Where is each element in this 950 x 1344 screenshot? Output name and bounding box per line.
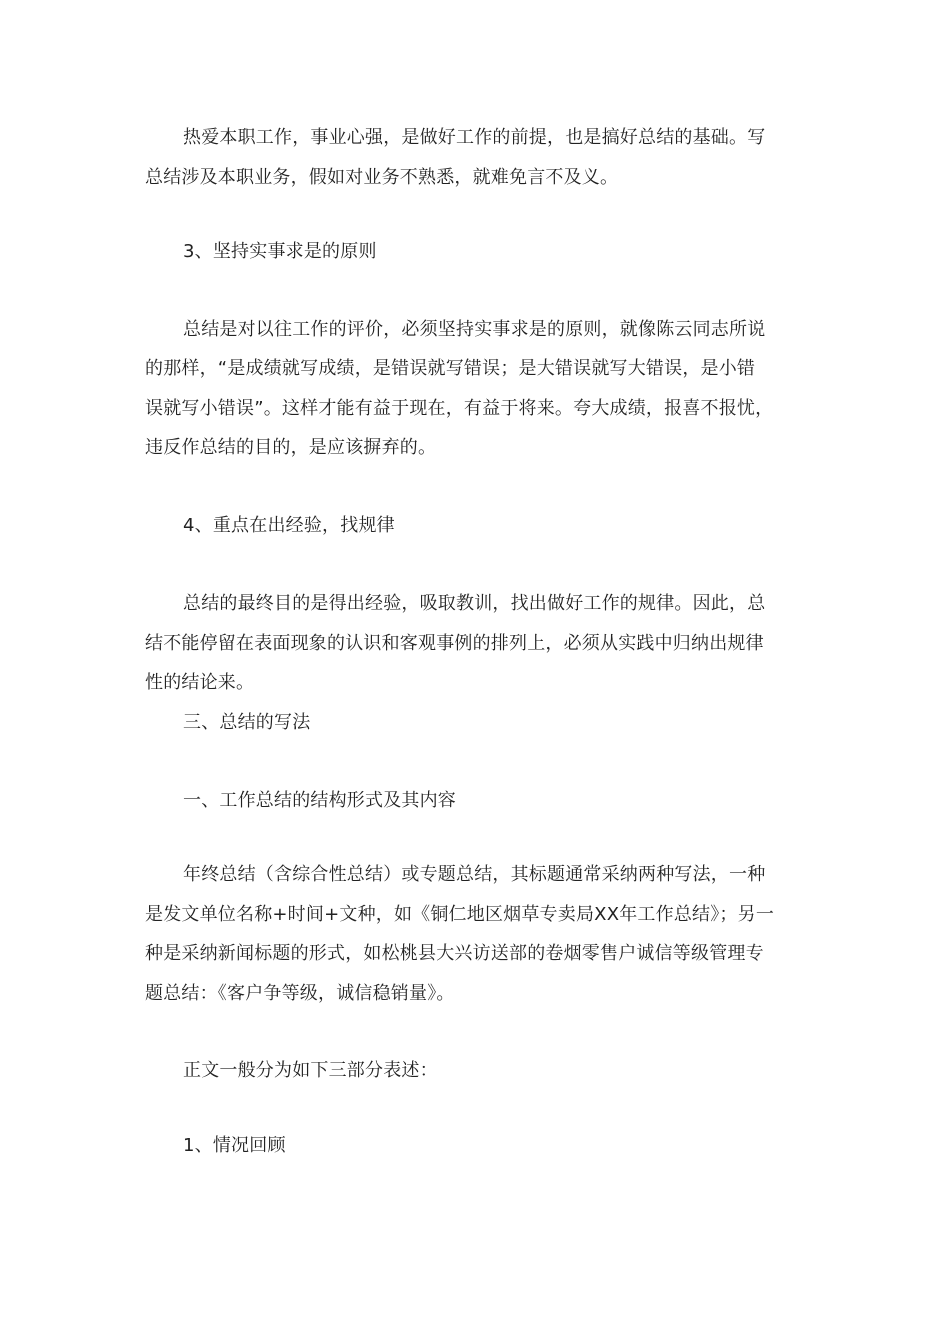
heading-3-principle: 3、坚持实事求是的原则 [183, 241, 377, 262]
paragraph-1-line-1: 热爱本职工作，事业心强，是做好工作的前提，也是搞好总结的基础。写 [183, 127, 766, 148]
paragraph-4-line-4: 题总结：《客户争等级，诚信稳销量》。 [145, 983, 455, 1004]
subheading-structure-form: 一、工作总结的结构形式及其内容 [183, 790, 456, 811]
heading-1-review: 1、情况回顾 [183, 1135, 286, 1156]
paragraph-4-line-3: 种是采纳新闻标题的形式，如松桃县大兴访送部的卷烟零售户诚信等级管理专 [145, 943, 764, 964]
paragraph-3-line-2: 结不能停留在表面现象的认识和客观事例的排列上，必须从实践中归纳出规律 [145, 633, 764, 654]
paragraph-2-line-3: 误就写小错误”。这样才能有益于现在，有益于将来。夸大成绩，报喜不报忧， [145, 398, 774, 419]
paragraph-1-line-2: 总结涉及本职业务，假如对业务不熟悉，就难免言不及义。 [145, 167, 619, 188]
paragraph-5: 正文一般分为如下三部分表述： [183, 1060, 438, 1081]
heading-4-key-point: 4、重点在出经验，找规律 [183, 515, 395, 536]
section-heading-writing-method: 三、总结的写法 [183, 712, 311, 733]
paragraph-4-line-2: 是发文单位名称+时间+文种，如《铜仁地区烟草专卖局XX年工作总结》；另一 [145, 904, 775, 925]
paragraph-4-line-1: 年终总结（含综合性总结）或专题总结，其标题通常采纳两种写法，一种 [183, 864, 766, 885]
paragraph-3-line-1: 总结的最终目的是得出经验，吸取教训，找出做好工作的规律。因此，总 [183, 593, 766, 614]
paragraph-2-line-1: 总结是对以往工作的评价，必须坚持实事求是的原则，就像陈云同志所说 [183, 319, 766, 340]
paragraph-2-line-4: 违反作总结的目的，是应该摒弃的。 [145, 437, 437, 458]
paragraph-3-line-3: 性的结论来。 [145, 672, 255, 693]
paragraph-2-line-2: 的那样，“是成绩就写成绩，是错误就写错误；是大错误就写大错误，是小错 [145, 358, 756, 379]
